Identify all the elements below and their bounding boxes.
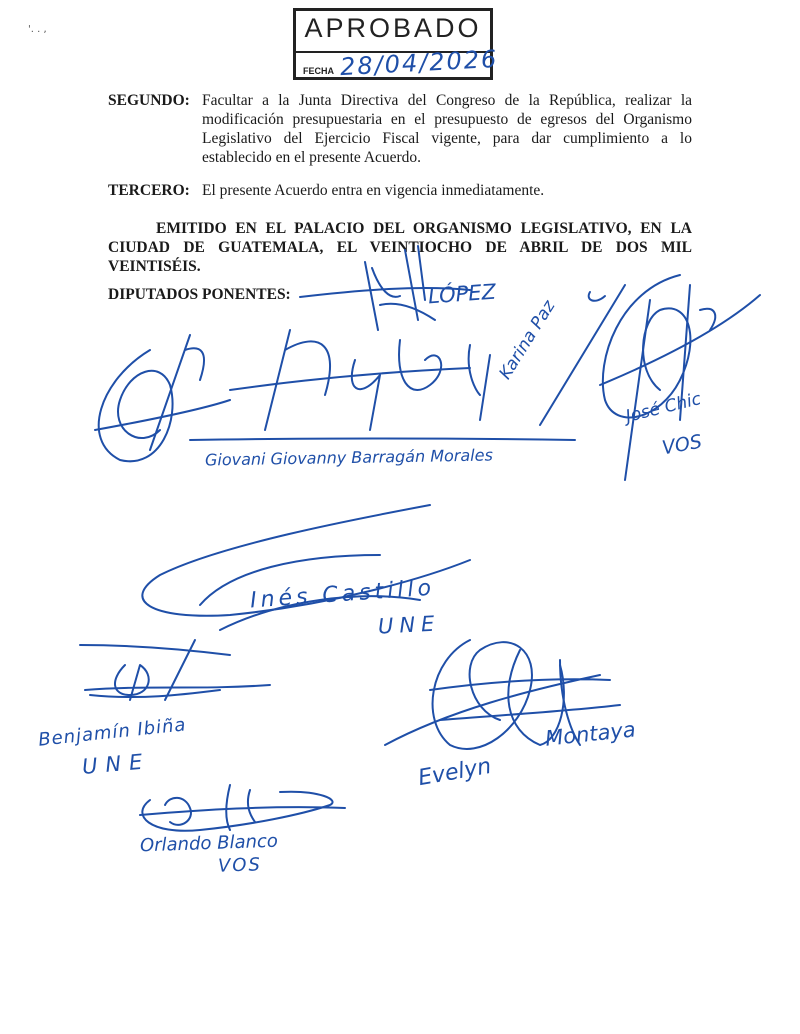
stamp-fecha-label: FECHA bbox=[303, 66, 334, 76]
stamp-title: APROBADO bbox=[304, 13, 482, 43]
signature-orlando-scribble bbox=[140, 785, 345, 831]
signature-orlando-name: Orlando Blanco bbox=[139, 830, 279, 857]
signature-karina-name: Karina Paz bbox=[495, 297, 560, 383]
signature-ines-name: Inés Castillo bbox=[249, 575, 436, 614]
clause-tercero-label: TERCERO: bbox=[108, 182, 190, 199]
signature-jose-name: José Chic bbox=[623, 389, 704, 427]
emitido-paragraph: EMITIDO EN EL PALACIO DEL ORGANISMO LEGISLATIVO, EN LA CIUDAD DE GUATEMALA, EL VEINTIOCHO DE ABRIL DE DOS MIL VEINTISÉIS. bbox=[108, 220, 692, 275]
signature-benjamin-party: UNE bbox=[81, 749, 152, 779]
clause-segundo-text: Facultar a la Junta Directiva del Congreso de la República, realizar la modificación presupuestaria en el presupuesto de egresos del Organismo Legislativo del Ejercicio Fiscal vigente, para dar cumplimiento a lo establecido en el presente Acuerdo. bbox=[202, 92, 692, 166]
signature-left-scribble bbox=[95, 335, 230, 461]
signature-ines-party: UNE bbox=[377, 611, 441, 639]
signature-barragan-name: Giovani Giovanny Barragán Morales bbox=[204, 445, 494, 470]
clause-tercero-text: El presente Acuerdo entra en vigencia inmediatamente. bbox=[202, 182, 545, 199]
signature-jose-party: VOS bbox=[660, 430, 704, 460]
stamp-handwritten-date: 28/04/2026 bbox=[339, 44, 499, 82]
clause-segundo-label: SEGUNDO: bbox=[108, 92, 190, 109]
signature-benjamin-scribble bbox=[80, 640, 270, 700]
signature-ines-scribble bbox=[142, 505, 470, 630]
signature-orlando-party: VOS bbox=[217, 854, 263, 877]
scan-corner-marks: '. . , bbox=[28, 24, 47, 35]
signature-benjamin-name: Benjamín Ibiña bbox=[37, 714, 188, 751]
diputados-ponentes-heading: DIPUTADOS PONENTES: bbox=[108, 286, 291, 303]
signature-evelyn-name: Evelyn bbox=[416, 753, 494, 792]
signature-lopez-name: LÓPEZ bbox=[427, 279, 497, 309]
signature-montaya-name: Montaya bbox=[543, 717, 637, 751]
